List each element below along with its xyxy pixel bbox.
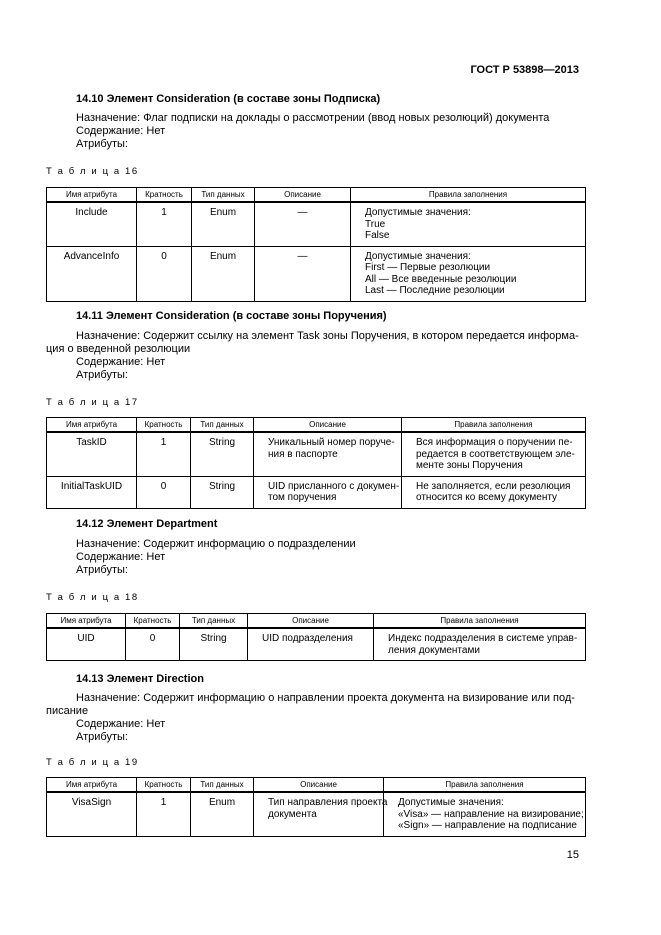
cell-attribute-name: Include <box>47 202 137 246</box>
table-header-row <box>47 418 586 433</box>
cell-line: документа <box>268 808 317 820</box>
cell-multiplicity: 0 <box>126 628 180 661</box>
cell-line: Last — Последние резолюции <box>365 285 505 296</box>
table-18 <box>46 613 586 661</box>
cell-data-type: Enum <box>191 792 254 836</box>
header-description: Описание <box>248 614 374 629</box>
cell-line: Индекс подразделения в системе управ- <box>388 633 578 644</box>
cell-description <box>254 792 388 836</box>
cell-description <box>255 202 351 246</box>
header-multiplicity: Кратность <box>137 418 191 433</box>
cell-attribute-name: UID <box>47 628 126 661</box>
header-multiplicity: Кратность <box>137 188 192 203</box>
cell-multiplicity: 0 <box>137 476 191 508</box>
cell-line: Уникальный номер поруче- <box>268 437 395 448</box>
section-attributes: Атрибуты: <box>76 731 128 743</box>
header-multiplicity: Кратность <box>126 614 180 629</box>
section-purpose <box>76 330 584 343</box>
cell-multiplicity: 1 <box>137 202 192 246</box>
cell-multiplicity: 1 <box>137 432 191 476</box>
table-row <box>47 202 586 246</box>
section-attributes: Атрибуты: <box>76 369 128 381</box>
header-data-type: Тип данных <box>191 418 254 433</box>
purpose-line: Назначение: Содержит ссылку на элемент Task зоны Поручения, в котором передается информа- <box>76 330 579 342</box>
cell-line: относится ко всему документу <box>416 492 558 503</box>
cell-attribute-name: VisaSign <box>47 792 137 836</box>
header-multiplicity: Кратность <box>137 778 191 793</box>
table-caption-19: Т а б л и ц а 19 <box>46 757 139 768</box>
header-attribute-name: Имя атрибута <box>47 418 137 433</box>
section-attributes: Атрибуты: <box>76 564 128 576</box>
section-purpose: Назначение: Содержит информацию о подразделении <box>76 538 356 550</box>
cell-line: «Sign» — направление на подписание <box>398 820 577 831</box>
section-purpose: Назначение: Флаг подписки на доклады о рассмотрении (ввод новых резолюций) документа <box>76 112 550 124</box>
header-filling-rules: Правила заполнения <box>351 188 586 203</box>
section-content: Содержание: Нет <box>76 356 166 368</box>
cell-line: Допустимые значения: <box>365 207 471 218</box>
cell-data-type: Enum <box>192 246 255 301</box>
table-header-row <box>47 778 586 793</box>
table-row <box>47 246 586 301</box>
cell-line: UID присланного с докумен- <box>268 480 400 492</box>
table-header-row <box>47 614 586 629</box>
cell-line: Вся информация о поручении пе- <box>416 437 573 448</box>
table-caption-17: Т а б л и ц а 17 <box>46 397 139 408</box>
section-heading-14-12: 14.12 Элемент Department <box>76 518 218 530</box>
table-row <box>47 792 586 836</box>
section-purpose-continuation: писание <box>46 705 89 717</box>
table-17 <box>46 417 586 509</box>
cell-line: том поручения <box>268 492 337 503</box>
cell-filling-rules <box>402 432 586 476</box>
header-filling-rules: Правила заполнения <box>374 614 586 629</box>
section-purpose-continuation: ция о введенной резолюции <box>46 343 191 355</box>
cell-attribute-name: InitialTaskUID <box>47 476 137 508</box>
section-heading-14-10: 14.10 Элемент Consideration (в составе зоны Подписка) <box>76 93 381 105</box>
cell-line: — <box>297 207 308 218</box>
cell-description <box>254 432 402 476</box>
section-content: Содержание: Нет <box>76 125 166 137</box>
table-row <box>47 432 586 476</box>
header-data-type: Тип данных <box>180 614 248 629</box>
cell-description <box>254 476 402 508</box>
cell-description <box>255 246 351 301</box>
cell-line: UID подразделения <box>262 633 353 644</box>
header-filling-rules: Правила заполнения <box>384 778 586 793</box>
cell-line: «Visa» — направление на визирование; <box>398 808 584 820</box>
cell-line: False <box>365 230 390 241</box>
cell-line: Тип направления проекта <box>268 797 388 808</box>
cell-multiplicity: 1 <box>137 792 191 836</box>
header-attribute-name: Имя атрибута <box>47 778 137 793</box>
header-filling-rules: Правила заполнения <box>402 418 586 433</box>
cell-attribute-name: AdvanceInfo <box>47 246 137 301</box>
section-content: Содержание: Нет <box>76 718 166 730</box>
header-attribute-name: Имя атрибута <box>47 188 137 203</box>
cell-line: ления документами <box>388 644 480 656</box>
table-caption-16: Т а б л и ц а 16 <box>46 166 139 177</box>
section-heading-14-13: 14.13 Элемент Direction <box>76 673 204 685</box>
cell-line: редается в соответствующем эле- <box>416 448 575 460</box>
cell-line: All — Все введенные резолюции <box>365 273 517 285</box>
cell-line: Не заполняется, если резолюция <box>416 480 571 492</box>
cell-multiplicity: 0 <box>137 246 192 301</box>
cell-data-type: Enum <box>192 202 255 246</box>
cell-filling-rules <box>351 202 586 246</box>
cell-description <box>248 628 374 661</box>
header-data-type: Тип данных <box>191 778 254 793</box>
table-row <box>47 628 586 661</box>
cell-filling-rules <box>384 792 586 836</box>
cell-attribute-name: TaskID <box>47 432 137 476</box>
header-description: Описание <box>254 418 402 433</box>
section-heading-14-11: 14.11 Элемент Consideration (в составе зоны Поручения) <box>76 310 387 322</box>
cell-line: — <box>297 250 308 262</box>
table-header-row <box>47 188 586 203</box>
section-attributes: Атрибуты: <box>76 138 128 150</box>
cell-data-type: String <box>191 476 254 508</box>
cell-filling-rules <box>402 476 586 508</box>
section-purpose: Назначение: Содержит информацию о направлении проекта документа на визирование или под- <box>76 692 575 704</box>
cell-data-type: String <box>180 628 248 661</box>
table-19 <box>46 777 586 837</box>
cell-line: First — Первые резолюции <box>365 262 491 273</box>
cell-line: менте зоны Поручения <box>416 460 523 471</box>
table-row <box>47 476 586 508</box>
cell-line: True <box>365 218 386 230</box>
cell-line: ния в паспорте <box>268 448 338 460</box>
table-caption-18: Т а б л и ц а 18 <box>46 592 139 603</box>
cell-data-type: String <box>191 432 254 476</box>
section-content: Содержание: Нет <box>76 551 166 563</box>
page-number: 15 <box>566 849 579 861</box>
header-description: Описание <box>254 778 384 793</box>
cell-line: Допустимые значения: <box>365 250 471 262</box>
header-description: Описание <box>255 188 351 203</box>
header-attribute-name: Имя атрибута <box>47 614 126 629</box>
cell-filling-rules <box>374 628 586 661</box>
header-data-type: Тип данных <box>192 188 255 203</box>
cell-filling-rules <box>351 246 586 301</box>
table-16 <box>46 187 586 302</box>
standard-designation: ГОСТ Р 53898—2013 <box>470 64 579 76</box>
cell-line: Допустимые значения: <box>398 797 504 808</box>
